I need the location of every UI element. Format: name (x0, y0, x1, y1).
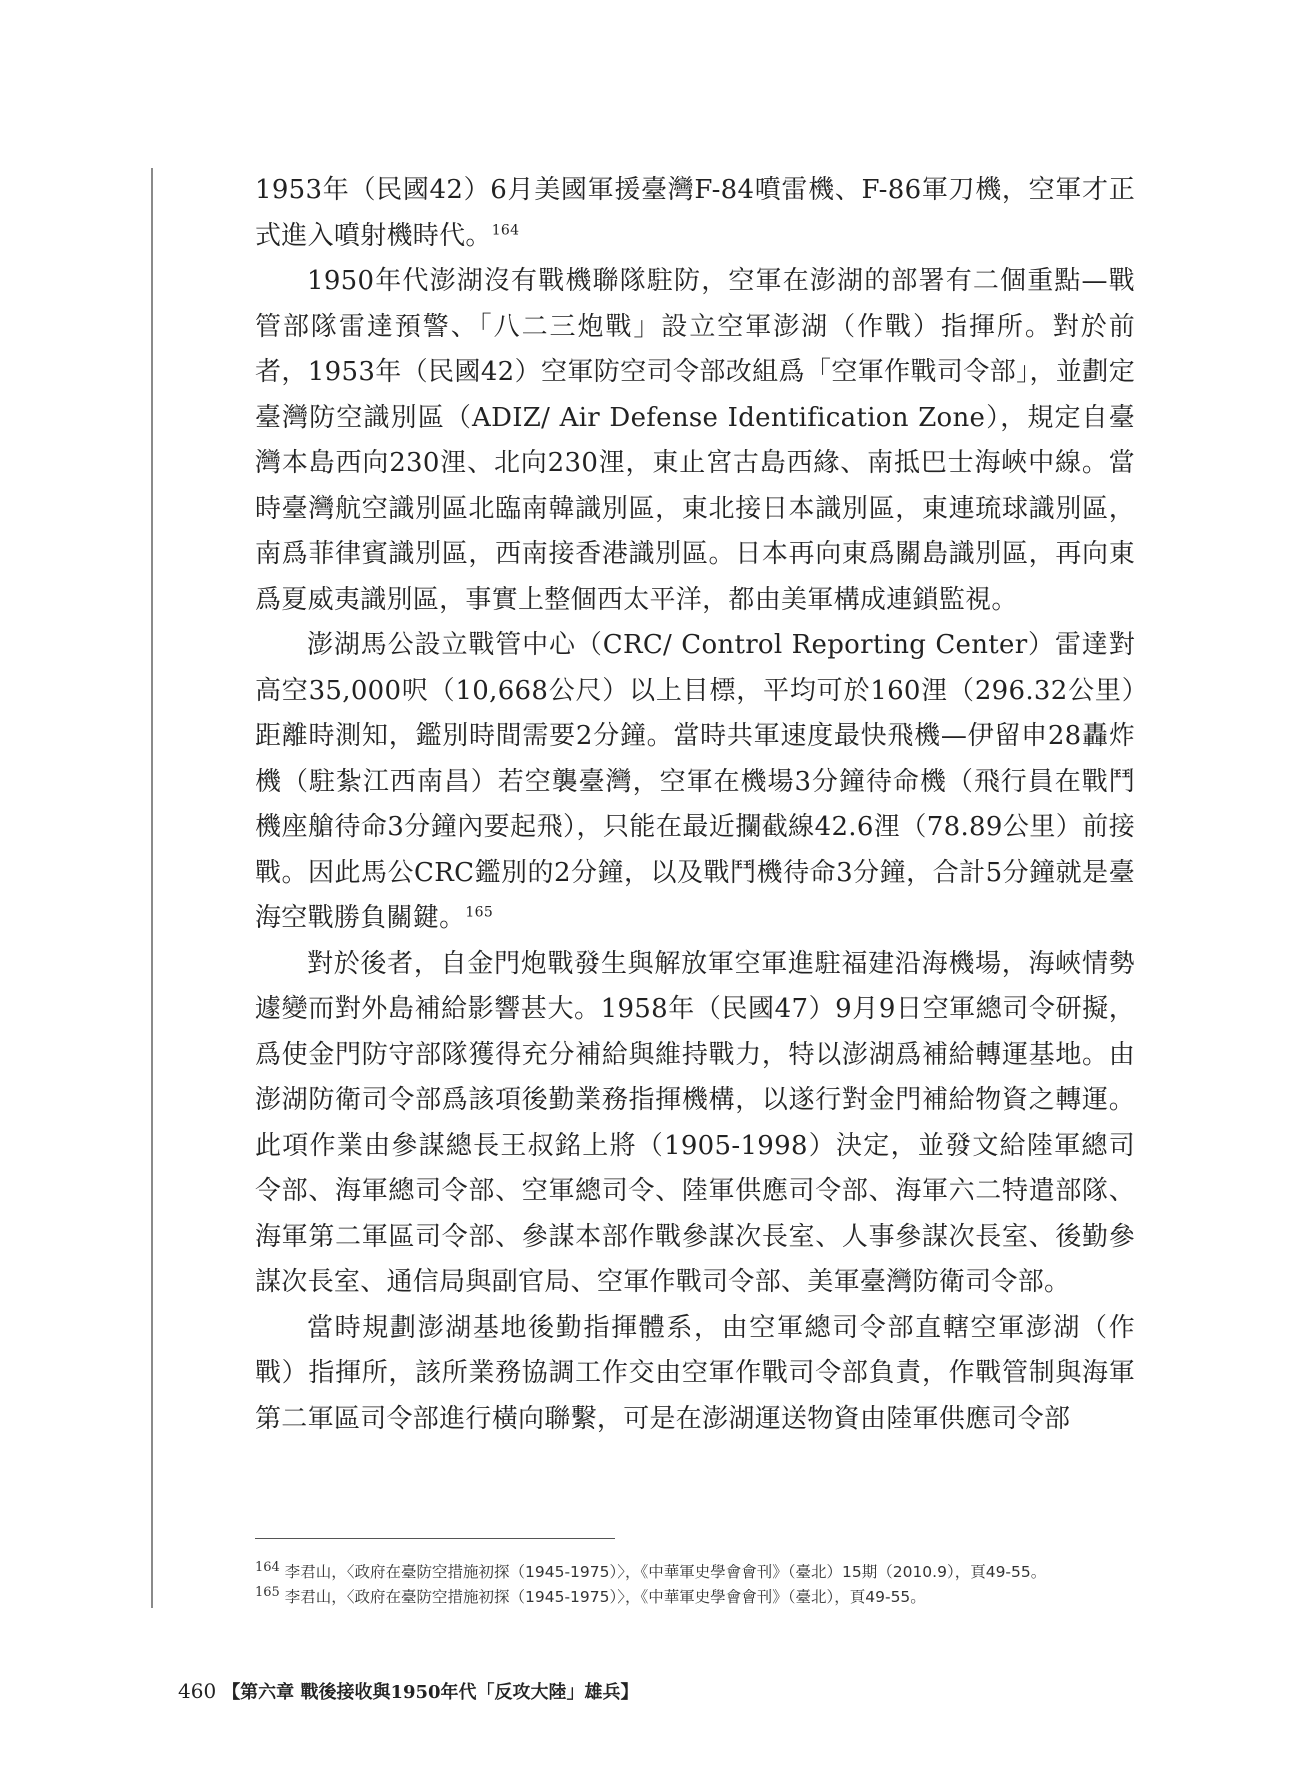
paragraph-text: 當時規劃澎湖基地後勤指揮體系，由空軍總司令部直轄空軍澎湖（作戰）指揮所，該所業務協調工作交由空軍作戰司令部負責，作戰管制與海軍第二軍區司令部進行橫向聯繫，可是在澎湖運送物資由陸軍供應司令部 (255, 1312, 1135, 1434)
paragraph-text: 1953年（民國42）6月美國軍援臺灣F-84噴雷機、F-86軍刀機，空軍才正式進入噴射機時代。 (255, 175, 1135, 251)
paragraph-text: 澎湖馬公設立戰管中心（CRC/ Control Reporting Center）雷達對高空35,000呎（10,668公尺）以上目標，平均可於160浬（296.32公里）距離時測知，鑑別時間需要2分鐘。當時共軍速度最快飛機—伊留申28轟炸機（駐紮江西南昌）若空襲臺灣，空軍在機場3分鐘待命機（飛行員在戰鬥機座艙待命3分鐘內要起飛），只能在最近攔截線42.6浬（78.89公里）前接戰。因此馬公CRC鑑別的2分鐘，以及戰鬥機待命3分鐘，合計5分鐘就是臺海空戰勝負關鍵。 (255, 630, 1136, 933)
footnote-165 (255, 1585, 1135, 1610)
footnotes (255, 1560, 1135, 1610)
paragraph-4 (255, 942, 1135, 1306)
chapter-title: 【第六章 戰後接收與1950年代「反攻大陸」雄兵】 (222, 1682, 639, 1703)
paragraph-text: 對於後者，自金門炮戰發生與解放軍空軍進駐福建沿海機場，海峽情勢遽變而對外島補給影響甚大。1958年（民國47）9月9日空軍總司令研擬，爲使金門防守部隊獲得充分補給與維持戰力，特以澎湖爲補給轉運基地。由澎湖防衛司令部爲該項後勤業務指揮機構，以遂行對金門補給物資之轉運。此項作業由參謀總長王叔銘上將（1905-1998）決定，並發文給陸軍總司令部、海軍總司令部、空軍總司令、陸軍供應司令部、海軍六二特遣部隊、海軍第二軍區司令部、參謀本部作戰參謀次長室、人事參謀次長室、後勤參謀次長室、通信局與副官局、空軍作戰司令部、美軍臺灣防衛司令部。 (255, 948, 1135, 1297)
page-number: 460 (178, 1679, 217, 1703)
footnote-text: 李君山，〈政府在臺防空措施初探（1945-1975）〉，《中華軍史學會會刊》（臺北），頁49-55。 (284, 1588, 926, 1606)
footnote-text: 李君山，〈政府在臺防空措施初探（1945-1975）〉，《中華軍史學會會刊》（臺北）15期（2010.9），頁49-55。 (284, 1563, 1047, 1581)
footnote-ref-165[interactable]: 165 (465, 904, 494, 921)
paragraph-5 (255, 1306, 1135, 1443)
footnote-separator (255, 1538, 615, 1539)
footnote-164 (255, 1560, 1135, 1585)
paragraph-2 (255, 259, 1135, 623)
footnote-number: 164 (255, 1559, 280, 1575)
paragraph-text: 1950年代澎湖沒有戰機聯隊駐防，空軍在澎湖的部署有二個重點—戰管部隊雷達預警、「八二三炮戰」設立空軍澎湖（作戰）指揮所。對於前者，1953年（民國42）空軍防空司令部改組爲「空軍作戰司令部」，並劃定臺灣防空識別區（ADIZ/ Air Defense Identification Zone），規定自臺灣本島西向230浬、北向230浬，東止宮古島西緣、南抵巴士海峽中線。當時臺灣航空識別區北臨南韓識別區，東北接日本識別區，東連琉球識別區，南爲菲律賓識別區，西南接香港識別區。日本再向東爲關島識別區，再向東爲夏威夷識別區，事實上整個西太平洋，都由美軍構成連鎖監視。 (255, 266, 1135, 615)
paragraph-3 (255, 623, 1135, 942)
page-footer (178, 1678, 639, 1704)
footnote-number: 165 (255, 1584, 280, 1600)
footnote-ref-164[interactable]: 164 (491, 221, 520, 238)
body-text (255, 168, 1135, 1442)
margin-rule (151, 168, 153, 1608)
paragraph-1 (255, 168, 1135, 259)
